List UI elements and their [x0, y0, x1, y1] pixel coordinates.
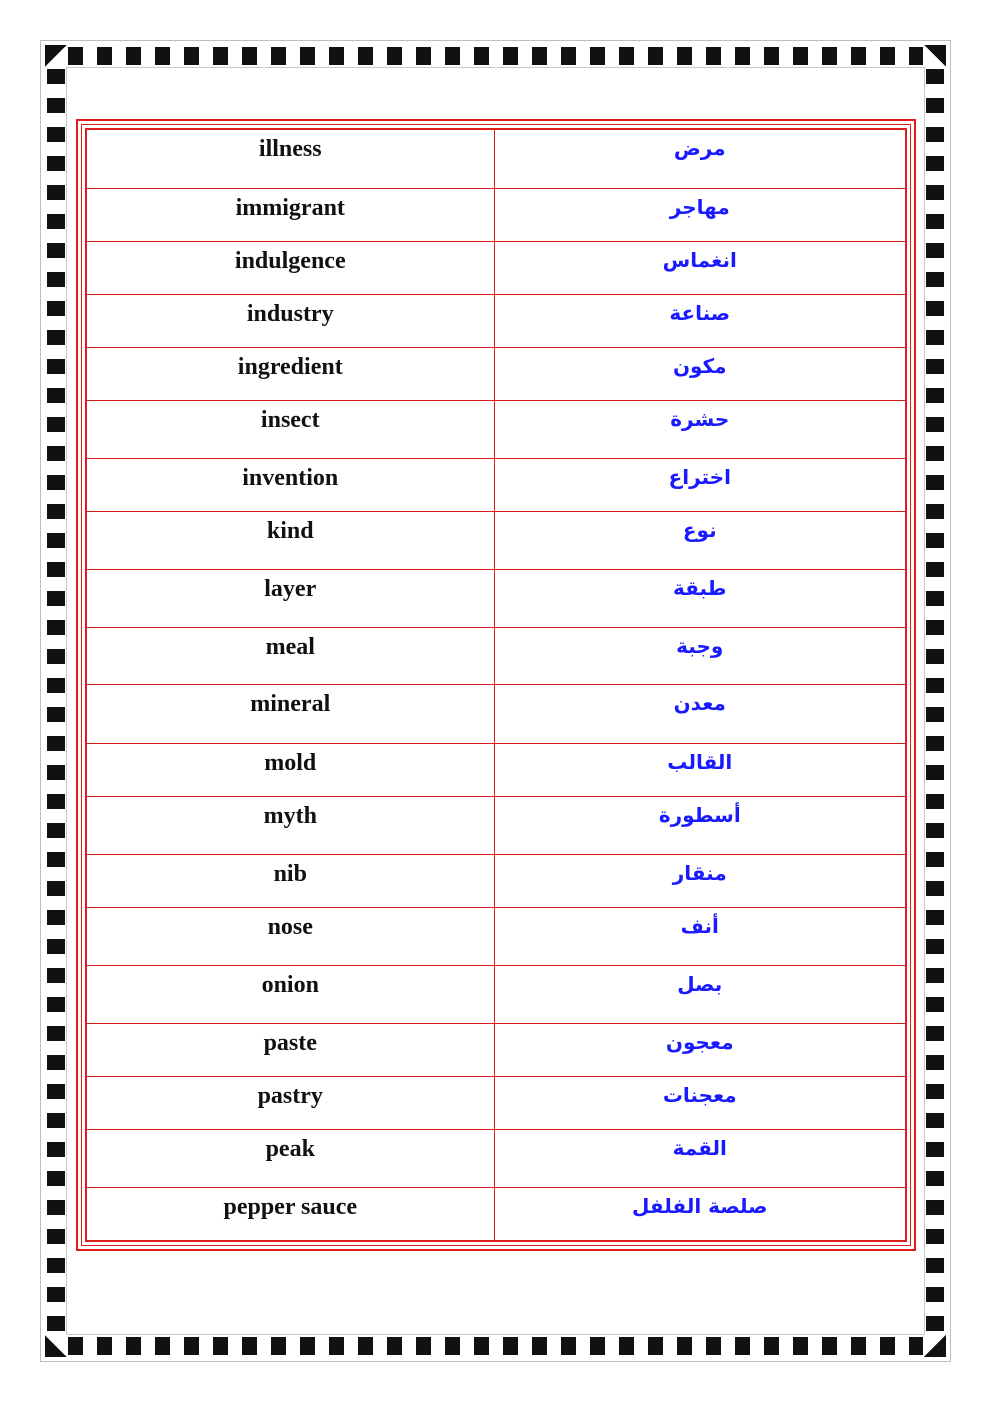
- english-word: onion: [261, 971, 319, 998]
- arabic-translation: حشرة: [670, 406, 730, 431]
- arabic-translation: القالب: [667, 749, 733, 774]
- english-word-cell: [87, 459, 494, 512]
- english-word: nib: [273, 860, 307, 887]
- vocab-row: [87, 1188, 905, 1240]
- table-frame-middle: [81, 124, 911, 1246]
- english-word-cell: [87, 1024, 494, 1077]
- vocab-row: [87, 347, 905, 400]
- arabic-translation: معجنات: [662, 1083, 737, 1108]
- vocab-row: [87, 743, 905, 796]
- arabic-translation: أنف: [680, 913, 719, 938]
- english-word: mold: [264, 749, 317, 776]
- border-corner-bottom-left: [45, 1335, 67, 1357]
- english-word-cell: [87, 400, 494, 458]
- english-word-cell: [87, 796, 494, 854]
- arabic-translation-cell: [494, 400, 905, 458]
- arabic-translation: بصل: [677, 971, 723, 996]
- vocab-row: [87, 188, 905, 241]
- english-word: illness: [258, 136, 322, 162]
- arabic-translation: صناعة: [669, 300, 731, 325]
- english-word: meal: [265, 634, 315, 661]
- border-dashes-left: [47, 69, 65, 1333]
- english-word: insect: [260, 406, 320, 433]
- arabic-translation-cell: [494, 796, 905, 854]
- table-frame-outer: [76, 119, 916, 1251]
- arabic-translation: مهاجر: [669, 194, 730, 219]
- arabic-translation-cell: [494, 685, 905, 743]
- english-word: indulgence: [234, 247, 346, 274]
- english-word-cell: [87, 1130, 494, 1188]
- vocab-row: [87, 685, 905, 743]
- vocab-row: [87, 459, 905, 512]
- arabic-translation-cell: [494, 241, 905, 294]
- vocab-row: [87, 628, 905, 685]
- border-corner-top-left: [45, 45, 67, 67]
- arabic-translation: انغماس: [662, 247, 737, 272]
- english-word: immigrant: [235, 194, 345, 221]
- english-word-cell: [87, 685, 494, 743]
- arabic-translation: منقار: [672, 860, 727, 885]
- arabic-translation-cell: [494, 512, 905, 570]
- vocab-row: [87, 965, 905, 1023]
- english-word: pepper sauce: [223, 1194, 358, 1221]
- border-corner-bottom-right: [924, 1335, 946, 1357]
- english-word-cell: [87, 241, 494, 294]
- english-word: layer: [264, 576, 317, 603]
- arabic-translation-cell: [494, 130, 905, 188]
- vocab-row: [87, 796, 905, 854]
- arabic-translation: طبقة: [672, 576, 727, 601]
- english-word: nose: [267, 913, 313, 940]
- english-word-cell: [87, 907, 494, 965]
- arabic-translation: أسطورة: [658, 802, 741, 827]
- english-word-cell: [87, 188, 494, 241]
- arabic-translation-cell: [494, 907, 905, 965]
- english-word-cell: [87, 130, 494, 188]
- english-word-cell: [87, 965, 494, 1023]
- vocab-row: [87, 1130, 905, 1188]
- vocab-row: [87, 907, 905, 965]
- arabic-translation: القمة: [672, 1136, 727, 1161]
- arabic-translation-cell: [494, 1188, 905, 1240]
- english-word-cell: [87, 347, 494, 400]
- arabic-translation-cell: [494, 743, 905, 796]
- arabic-translation-cell: [494, 854, 905, 907]
- english-word: industry: [246, 300, 334, 327]
- english-word-cell: [87, 743, 494, 796]
- vocab-row: [87, 1024, 905, 1077]
- arabic-translation: نوع: [682, 518, 717, 543]
- vocab-row: [87, 570, 905, 628]
- english-word: invention: [242, 465, 339, 492]
- vocab-row: [87, 130, 905, 188]
- english-word: paste: [263, 1030, 317, 1056]
- border-dashes-top: [68, 47, 923, 65]
- english-word-cell: [87, 1188, 494, 1240]
- arabic-translation: صلصة الفلفل: [632, 1194, 768, 1219]
- vocab-row: [87, 854, 905, 907]
- english-word: peak: [265, 1136, 315, 1163]
- vocab-row: [87, 241, 905, 294]
- arabic-translation: معجون: [665, 1030, 734, 1054]
- arabic-translation-cell: [494, 1024, 905, 1077]
- arabic-translation-cell: [494, 1130, 905, 1188]
- arabic-translation: معدن: [673, 691, 726, 716]
- arabic-translation-cell: [494, 347, 905, 400]
- arabic-translation-cell: [494, 570, 905, 628]
- table-frame-inner: [85, 128, 907, 1242]
- arabic-translation-cell: [494, 188, 905, 241]
- border-dashes-bottom: [68, 1337, 923, 1355]
- vocabulary-table: [87, 130, 905, 1240]
- english-word-cell: [87, 294, 494, 347]
- vocabulary-table-body: [87, 130, 905, 1240]
- border-dashes-right: [926, 69, 944, 1333]
- english-word: mineral: [250, 691, 331, 718]
- vocab-row: [87, 400, 905, 458]
- arabic-translation-cell: [494, 459, 905, 512]
- arabic-translation-cell: [494, 1077, 905, 1130]
- arabic-translation: اختراع: [668, 465, 731, 490]
- arabic-translation: مرض: [673, 136, 726, 160]
- vocab-row: [87, 512, 905, 570]
- english-word: kind: [266, 518, 314, 545]
- english-word: ingredient: [237, 353, 343, 380]
- arabic-translation: مكون: [672, 353, 727, 378]
- vocab-row: [87, 1077, 905, 1130]
- english-word-cell: [87, 854, 494, 907]
- english-word: myth: [263, 802, 317, 829]
- english-word-cell: [87, 570, 494, 628]
- english-word-cell: [87, 1077, 494, 1130]
- english-word-cell: [87, 512, 494, 570]
- vocab-row: [87, 294, 905, 347]
- english-word-cell: [87, 628, 494, 685]
- border-corner-top-right: [924, 45, 946, 67]
- arabic-translation-cell: [494, 294, 905, 347]
- arabic-translation-cell: [494, 965, 905, 1023]
- arabic-translation-cell: [494, 628, 905, 685]
- arabic-translation: وجبة: [676, 634, 724, 659]
- english-word: pastry: [257, 1083, 323, 1110]
